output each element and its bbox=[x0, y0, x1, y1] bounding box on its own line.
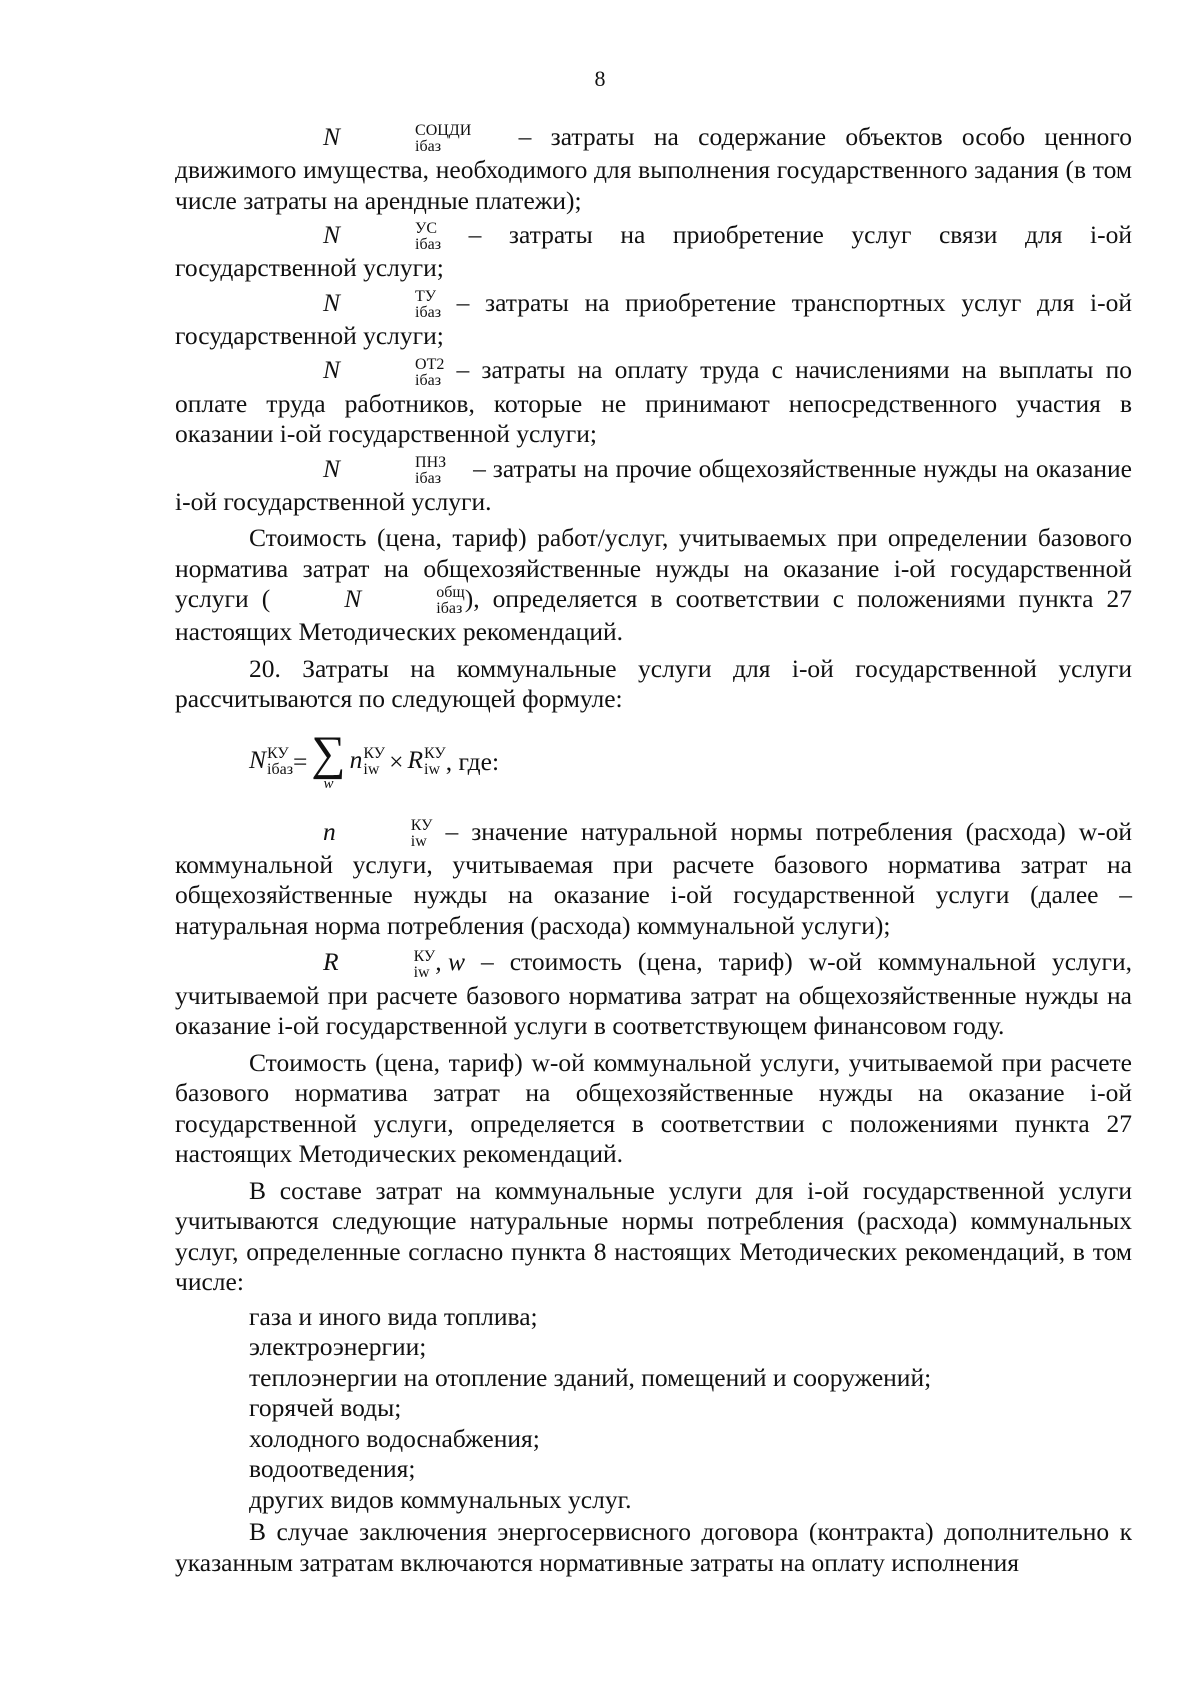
symbol-n-pnz: N ПНЗ iбаз bbox=[323, 453, 447, 487]
list-item: водоотведения; bbox=[249, 1454, 416, 1484]
definition-tu: N ТУ iбаз – затраты на приобретение транспортных услуг для i-ой государственной услуги; bbox=[175, 287, 1132, 350]
definition-r-ku: R КУ iw , w – стоимость (цена, тариф) w-ой коммунальной услуги, учитываемой при расчете базового норматива затрат на общехозяйственные нужды на оказание i-ой государственной услуги в соответствующем финансовом году. bbox=[175, 947, 1133, 1041]
symbol-n-socdi: N СОЦДИ iбаз bbox=[323, 122, 472, 156]
formula-times: × bbox=[389, 746, 404, 776]
definition-n-ku: n КУ iw – значение натуральной нормы потребления (расхода) w-ой коммунальной услуги, учитываемая при расчете базового норматива затрат на общехозяйственные нужды на оказание i-ой государственной услуги (далее – натуральная норма потребления (расхода) коммунальной услуги); bbox=[175, 816, 1133, 940]
sum-symbol: ∑ w bbox=[311, 727, 346, 793]
formula-n-term: n КУ iw bbox=[349, 745, 386, 779]
paragraph-energy-service: В случае заключения энергосервисного договора (контракта) дополнительно к указанным затратам включаются нормативные затраты на оплату исполнения bbox=[175, 1517, 1132, 1577]
list-item: холодного водоснабжения; bbox=[249, 1423, 540, 1453]
formula-equals: = bbox=[293, 746, 308, 776]
list-item: теплоэнергии на отопление зданий, помещений и сооружений; bbox=[249, 1362, 932, 1392]
formula-ku bbox=[175, 721, 1132, 803]
symbol-n-us: N УС iбаз bbox=[323, 220, 442, 254]
document-body bbox=[175, 122, 1132, 1578]
formula-tail: , где: bbox=[445, 746, 500, 776]
list-item: газа и иного вида топлива; bbox=[249, 1301, 538, 1331]
definition-socdi: N СОЦДИ iбаз – затраты на содержание объектов особо ценного движимого имущества, необходимого для выполнения государственного задания (в том числе затраты на арендные платежи); bbox=[175, 122, 1133, 215]
utilities-list bbox=[175, 1302, 1132, 1516]
paragraph-cost: Стоимость (цена, тариф) работ/услуг, учитываемых при определении базового норматива затрат на общехозяйственные нужды на оказание i-ой государственной услуги ( N общ iбаз ), определяется в соответствии с положениями пункта 27 настоящих Методических рекомендаций. bbox=[175, 523, 1133, 647]
definition-ot2: N ОТ2 iбаз – затраты на оплату труда с начислениями на выплаты по оплате труда работников, которые не принимают непосредственного участия в оказании i-ой государственной услуги; bbox=[175, 355, 1133, 449]
page-number: 8 bbox=[594, 66, 606, 91]
paragraph-20: 20. Затраты на коммунальные услуги для i-ой государственной услуги рассчитываются по следующей формуле: bbox=[175, 653, 1132, 714]
symbol-n-ku: n КУ iw bbox=[323, 816, 433, 850]
paragraph-cost-2: Стоимость (цена, тариф) w-ой коммунальной услуги, учитываемой при расчете базового норматива затрат на общехозяйственные нужды на оказание i-ой государственной услуги, определяется в соответствии с положениями пункта 27 настоящих Методических рекомендаций. bbox=[175, 1047, 1132, 1169]
symbol-n-tu: N ТУ iбаз bbox=[323, 287, 442, 321]
definition-pnz: N ПНЗ iбаз – затраты на прочие общехозяйственные нужды на оказание i-ой государственной услуги. bbox=[175, 453, 1133, 516]
symbol-r-ku: R КУ iw , w bbox=[323, 947, 466, 981]
paragraph-norms: В составе затрат на коммунальные услуги для i-ой государственной услуги учитываются следующие натуральные нормы потребления (расхода) коммунальных услуг, определенные согласно пункта 8 настоящих Методических рекомендаций, в том числе: bbox=[175, 1175, 1132, 1297]
symbol-n-obsh: N общ iбаз bbox=[344, 584, 465, 618]
list-item: горячей воды; bbox=[249, 1393, 402, 1423]
formula-r-term: R КУ iw bbox=[407, 745, 446, 779]
list-item: других видов коммунальных услуг. bbox=[249, 1484, 632, 1514]
formula-lhs: N КУ iбаз bbox=[249, 745, 294, 779]
symbol-n-ot2: N ОТ2 iбаз bbox=[323, 355, 445, 389]
definition-us: N УС iбаз – затраты на приобретение услуг связи для i-ой государственной услуги; bbox=[175, 220, 1132, 283]
list-item: электроэнергии; bbox=[249, 1332, 427, 1362]
